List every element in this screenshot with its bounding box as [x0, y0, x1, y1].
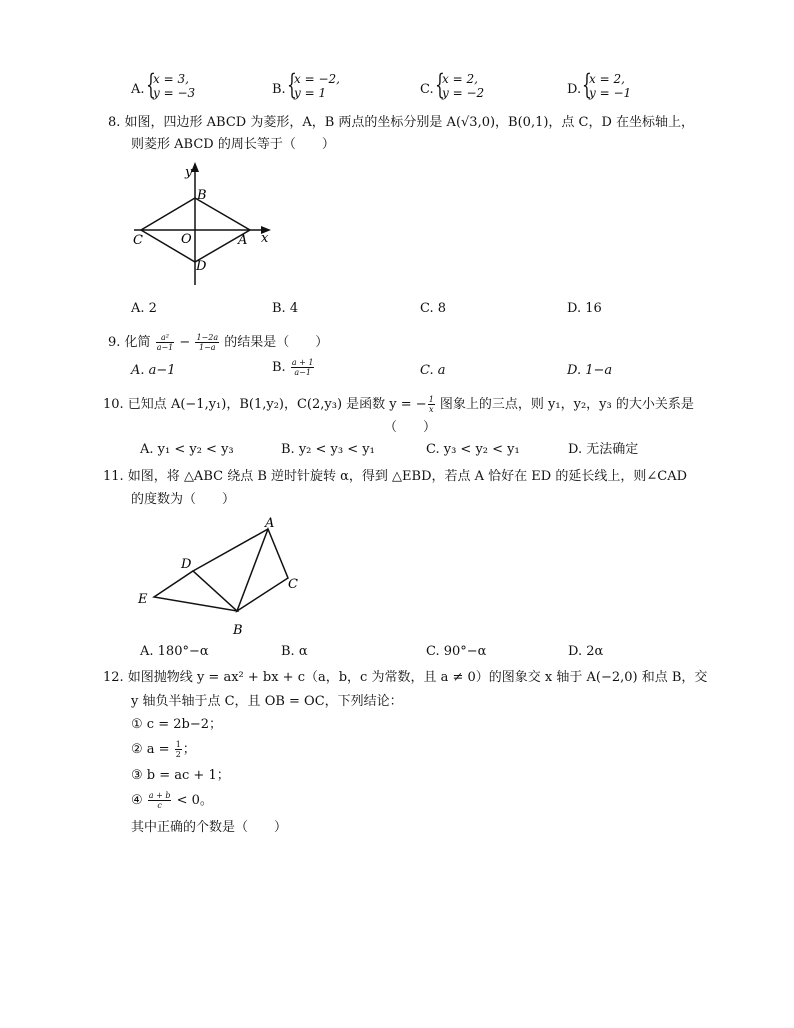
q8-stem-line2: 则菱形 ABCD 的周长等于（ ） — [131, 137, 335, 152]
q11-rotation-figure — [130, 510, 310, 640]
triangle-ebd — [154, 571, 237, 611]
option-letter: B. — [272, 82, 286, 97]
numerator: 1−2a — [196, 333, 219, 342]
label-a: A — [265, 516, 275, 531]
q11-option-b: B. α — [281, 644, 308, 659]
q9-option-a: A. a−1 — [131, 363, 176, 378]
q9-fraction-1 — [156, 333, 175, 352]
denominator: x — [428, 405, 434, 414]
q10-option-b: B. y₂ < y₃ < y₁ — [281, 442, 375, 457]
q12-final-question: 其中正确的个数是（ ） — [131, 820, 288, 835]
minus-sign: − — [179, 335, 191, 350]
q10-answer-paren: （ ） — [384, 420, 437, 435]
q11-option-d: D. 2α — [568, 644, 604, 659]
q11-option-c: C. 90°−α — [426, 644, 487, 659]
q8-option-d: D. 16 — [567, 301, 602, 316]
q11-stem-line1: 11. 如图，将 △ABC 绕点 B 逆时针旋转 α，得到 △EBD，若点 A 恰好在 ED 的延长线上，则∠CAD — [103, 469, 688, 484]
conclusion-text: ② a = — [131, 742, 174, 757]
q9-suffix: 的结果是（ ） — [224, 335, 329, 350]
q9-fraction-2 — [195, 333, 219, 352]
q12-stem-line1: 12. 如图抛物线 y = ax² + bx + c（a，b，c 为常数，且 a ≠ 0）的图象交 x 轴于 A(−2,0) 和点 B，交 — [103, 670, 708, 685]
q11-stem-line2: 的度数为（ ） — [131, 492, 236, 507]
label-a: A — [238, 233, 248, 248]
option-letter: C. — [420, 82, 434, 97]
q10-text-b: 图象上的三点，则 y₁，y₂，y₃ 的大小关系是 — [435, 397, 694, 412]
q8-stem-line1: 8. 如图，四边形 ABCD 为菱形，A，B 两点的坐标分别是 A(√3,0)，B(0,1)，点 C，D 在坐标轴上， — [108, 115, 695, 130]
equation: x = 2, — [589, 72, 625, 86]
q12-conclusion-2 — [131, 740, 196, 759]
q12-fraction-half — [175, 740, 182, 759]
q8-rhombus-figure — [128, 160, 278, 290]
label-b: B — [233, 623, 243, 638]
equation: x = 3, — [153, 72, 189, 86]
q12-conclusion-3: ③ b = ac + 1； — [131, 768, 230, 783]
label-e: E — [138, 592, 148, 607]
denominator: 1−a — [198, 343, 216, 352]
label-x: x — [261, 231, 269, 246]
equation: x = −2, — [294, 72, 340, 86]
q12-stem-line2: y 轴负半轴于点 C，且 OB = OC，下列结论： — [131, 694, 403, 709]
numerator: 1 — [428, 395, 434, 404]
q12-fraction-ab-c — [148, 791, 172, 810]
option-letter: B. — [272, 360, 286, 375]
equation: y = −2 — [442, 86, 485, 100]
option-letter: A. — [131, 82, 145, 97]
q9-option-c: C. a — [420, 363, 446, 378]
q12-conclusion-4 — [131, 791, 213, 810]
label-d: D — [196, 259, 207, 274]
label-b: B — [197, 188, 207, 203]
label-c: C — [288, 577, 298, 592]
numerator: a² — [156, 333, 175, 343]
q10-text-a: 10. 已知点 A(−1,y₁)，B(1,y₂)，C(2,y₃) 是函数 y = − — [103, 397, 427, 412]
q9-option-b — [272, 358, 315, 377]
brace: { — [287, 68, 297, 101]
q9-option-d: D. 1−a — [567, 363, 613, 378]
equation: y = −1 — [589, 86, 632, 100]
brace: { — [582, 68, 592, 101]
label-d: D — [181, 557, 192, 572]
label-c: C — [133, 233, 143, 248]
conclusion-text: ； — [182, 742, 196, 757]
brace: { — [435, 68, 445, 101]
q10-option-c: C. y₃ < y₂ < y₁ — [426, 442, 520, 457]
numerator: a + 1 — [291, 358, 314, 367]
equation: y = 1 — [294, 86, 327, 100]
label-o: O — [181, 232, 192, 247]
q9-prefix: 9. 化简 — [108, 335, 151, 350]
numerator: 1 — [175, 740, 181, 749]
numerator: a + b — [148, 791, 171, 800]
denominator: c — [157, 801, 162, 810]
option-letter: D. — [567, 82, 582, 97]
q12-conclusion-1: ① c = 2b−2； — [131, 717, 222, 732]
q10-stem-line1 — [103, 395, 694, 414]
q9-stem — [108, 333, 328, 352]
q10-fraction — [428, 395, 435, 414]
q10-option-a: A. y₁ < y₂ < y₃ — [140, 442, 234, 457]
q9-option-b-fraction — [291, 358, 315, 377]
segment-da — [193, 529, 268, 571]
q8-option-c: C. 8 — [420, 301, 447, 316]
q8-option-b: B. 4 — [272, 301, 299, 316]
q8-option-a: A. 2 — [131, 301, 157, 316]
brace: { — [146, 68, 156, 101]
denominator: a−1 — [294, 368, 311, 377]
conclusion-text: < 0。 — [172, 793, 213, 808]
q11-option-a: A. 180°−α — [140, 644, 209, 659]
equation: x = 2, — [442, 72, 478, 86]
denominator: 2 — [175, 750, 181, 759]
equation: y = −3 — [153, 86, 196, 100]
denominator: a−1 — [156, 343, 174, 352]
label-y: y — [185, 165, 193, 180]
conclusion-text: ④ — [131, 793, 147, 808]
q10-option-d: D. 无法确定 — [568, 442, 639, 457]
